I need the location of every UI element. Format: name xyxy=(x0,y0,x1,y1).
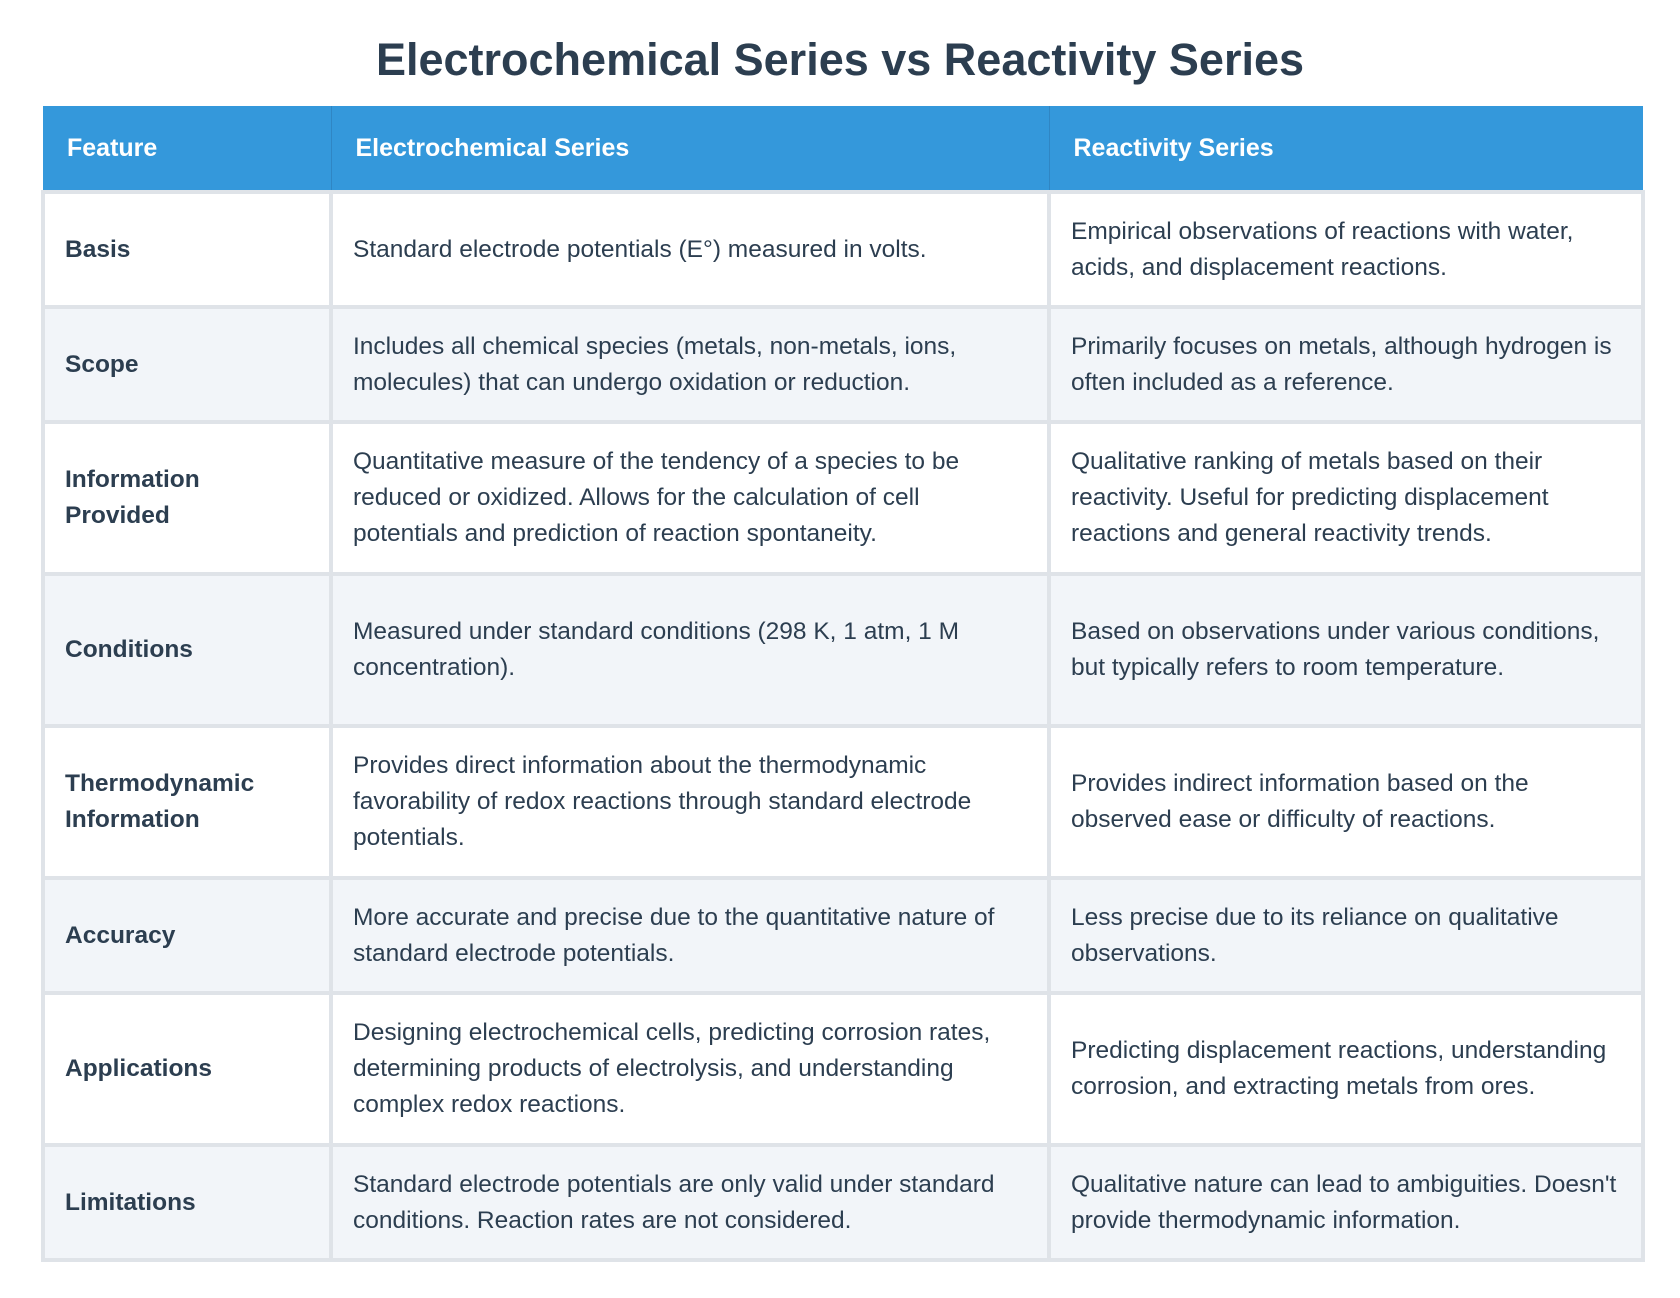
feature-cell: Basis xyxy=(43,192,331,307)
feature-cell: Applications xyxy=(43,993,331,1145)
table-row xyxy=(43,878,1643,993)
page-title: Electrochemical Series vs Reactivity Series xyxy=(375,34,1305,85)
table-row xyxy=(43,993,1643,1145)
table-row xyxy=(43,422,1643,574)
feature-cell: Information Provided xyxy=(43,422,331,574)
feature-cell: Conditions xyxy=(43,574,331,726)
reactivity-cell: Provides indirect information based on the observed ease or difficulty of reactions. xyxy=(1049,726,1643,878)
feature-cell: Thermodynamic Information xyxy=(43,726,331,878)
table-header xyxy=(43,106,1643,192)
column-header-feature: Feature xyxy=(43,106,331,192)
electrochemical-cell: More accurate and precise due to the quantitative nature of standard electrode potentials. xyxy=(331,878,1049,993)
electrochemical-cell: Standard electrode potentials are only valid under standard conditions. Reaction rates are not considered. xyxy=(331,1145,1049,1260)
electrochemical-cell: Standard electrode potentials (E°) measured in volts. xyxy=(331,192,1049,307)
feature-cell: Limitations xyxy=(43,1145,331,1260)
reactivity-cell: Less precise due to its reliance on qualitative observations. xyxy=(1049,878,1643,993)
header-row xyxy=(43,106,1643,192)
table-body xyxy=(43,192,1643,1260)
reactivity-cell: Predicting displacement reactions, understanding corrosion, and extracting metals from ores. xyxy=(1049,993,1643,1145)
electrochemical-cell: Quantitative measure of the tendency of a species to be reduced or oxidized. Allows for the calculation of cell potentials and prediction of reaction spontaneity. xyxy=(331,422,1049,574)
electrochemical-cell: Measured under standard conditions (298 K, 1 atm, 1 M concentration). xyxy=(331,574,1049,726)
reactivity-cell: Based on observations under various conditions, but typically refers to room temperature. xyxy=(1049,574,1643,726)
comparison-table xyxy=(41,106,1645,1262)
column-header-reactivity-series: Reactivity Series xyxy=(1073,133,1274,162)
table-row xyxy=(43,1145,1643,1260)
reactivity-cell: Qualitative ranking of metals based on their reactivity. Useful for predicting displacement reactions and general reactivity trends. xyxy=(1049,422,1643,574)
column-header-electrochemical-series: Electrochemical Series xyxy=(331,106,1049,192)
feature-cell: Accuracy xyxy=(43,878,331,993)
reactivity-cell: Empirical observations of reactions with water, acids, and displacement reactions. xyxy=(1049,192,1643,307)
reactivity-cell: Qualitative nature can lead to ambiguities. Doesn't provide thermodynamic information. xyxy=(1049,1145,1643,1260)
reactivity-cell: Primarily focuses on metals, although hydrogen is often included as a reference. xyxy=(1049,307,1643,422)
electrochemical-cell: Includes all chemical species (metals, non-metals, ions, molecules) that can undergo oxidation or reduction. xyxy=(331,307,1049,422)
table-row xyxy=(43,307,1643,422)
table-row xyxy=(43,726,1643,878)
table-row xyxy=(43,192,1643,307)
electrochemical-cell: Provides direct information about the thermodynamic favorability of redox reactions through standard electrode potentials. xyxy=(331,726,1049,878)
feature-cell: Scope xyxy=(43,307,331,422)
table-row xyxy=(43,574,1643,726)
electrochemical-cell: Designing electrochemical cells, predicting corrosion rates, determining products of electrolysis, and understanding complex redox reactions. xyxy=(331,993,1049,1145)
